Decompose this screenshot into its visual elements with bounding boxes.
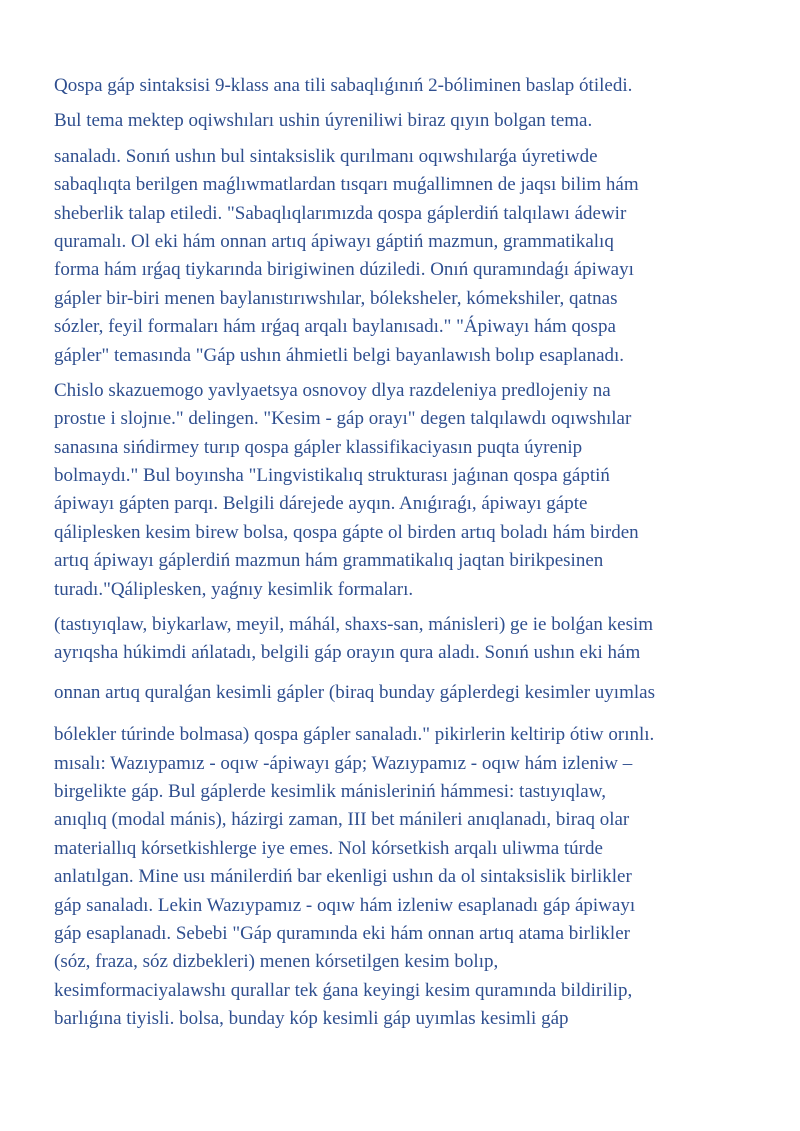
text-line: qáliplesken kesim birew bolsa, qospa gápte ol birden artıq boladı hám birden <box>54 521 639 543</box>
text-line: kesimformaciyalawshı qurallar tek ǵana keyingi kesim quramında bildirilip, <box>54 979 633 1001</box>
text-line: sanasına sińdirmey turıp qospa gápler klassifikaciyasın puqta úyrenip <box>54 436 583 458</box>
text-line: (tastıyıqlaw, biykarlaw, meyil, máhál, shaxs-san, mánisleri) ge ie bolǵan kesim <box>54 614 654 636</box>
text-line: anlatılgan. Mine usı mánilerdiń bar ekenligi ushın da ol sintaksislik birlikler <box>54 866 632 888</box>
text-line: birgelikte gáp. Bul gáplerde kesimlik mánisleriniń hámmesi: tastıyıqlaw, <box>54 780 606 802</box>
text-line: Bul tema mektep oqiwshıları ushin úyreniliwi biraz qıyın bolgan tema. <box>54 110 593 132</box>
text-line: mısalı: Wazıypamız - oqıw -ápiwayı gáp; Wazıypamız - oqıw hám izleniw – <box>54 752 633 774</box>
text-line: gápler bir-biri menen baylanıstırıwshılar, bóleksheler, kómekshiler, qatnas <box>54 287 618 309</box>
text-line: materiallıq kórsetkishlerge iye emes. Nol kórsetkish arqalı uliwma túrde <box>54 837 603 859</box>
text-line: gáp sanaladı. Lekin Wazıypamız - oqıw hám izleniw esaplanadı gáp ápiwayı <box>54 894 636 916</box>
text-line: (sóz, fraza, sóz dizbekleri) menen kórsetilgen kesim bolıp, <box>54 951 499 973</box>
text-line: bolmaydı." Bul boyınsha "Lingvistikalıq strukturası jaǵınan qospa gáptiń <box>54 465 610 487</box>
text-line: sabaqlıqta berilgen maǵlıwmatlardan tısqarı muǵallimnen de jaqsı bilim hám <box>54 174 639 196</box>
text-line: sanaladı. Sonıń ushın bul sintaksislik qurılmanı oqıwshılarǵa úyretiwde <box>54 145 598 167</box>
text-line: ayrıqsha húkimdi ańlatadı, belgili gáp orayın qura aladı. Sonıń ushın eki hám <box>54 642 641 664</box>
text-line: anıqlıq (modal mánis), házirgi zaman, III bet mánileri anıqlanadı, biraq olar <box>54 809 630 831</box>
text-line: bólekler túrinde bolmasa) qospa gápler sanaladı." pikirlerin keltirip ótiw orınlı. <box>54 724 655 746</box>
text-line: ápiwayı gápten parqı. Belgili dárejede ayqın. Anıǵıraǵı, ápiwayı gápte <box>54 493 588 515</box>
text-line: Qospa gáp sintaksisi 9-klass ana tili sabaqlıǵınıń 2-bóliminen baslap ótiledi. <box>54 75 633 96</box>
document-body <box>54 72 754 1034</box>
text-line: sheberlik talap etiledi. "Sabaqlıqlarımızda qospa gáplerdiń talqılawı ádewir <box>54 202 627 224</box>
text-line: gápler" temasında "Gáp ushın áhmietli belgi bayanlawısh bolıp esaplanadı. <box>54 344 625 366</box>
text-line: forma hám ırǵaq tiykarında birigiwinen dúziledi. Onıń quramındaǵı ápiwayı <box>54 259 634 281</box>
text-line: barlıǵına tiyisli. bolsa, bunday kóp kesimli gáp uyımlas kesimli gáp <box>54 1008 569 1030</box>
text-line: quramalı. Ol eki hám onnan artıq ápiwayı gáptiń mazmun, grammatikalıq <box>54 230 614 252</box>
text-line: Chislo skazuemogo yavlyaetsya osnovoy dlya razdeleniya predlojeniy na <box>54 379 611 401</box>
text-line: onnan artıq quralǵan kesimli gápler (biraq bunday gáplerdegi kesimler uyımlas <box>54 681 655 703</box>
text-line: sózler, feyil formaları hám ırǵaq arqalı baylanısadı." "Ápiwayı hám qospa <box>54 316 616 338</box>
text-line: prostıe i slojnıe." delingen. "Kesim - gáp orayı" degen talqılawdı oqıwshılar <box>54 408 632 430</box>
text-line: artıq ápiwayı gáplerdiń mazmun hám grammatikalıq jaqtan birikpesinen <box>54 550 604 572</box>
text-line: gáp esaplanadı. Sebebi "Gáp quramında eki hám onnan artıq atama birlikler <box>54 922 630 944</box>
text-line: turadı."Qáliplesken, yaǵnıy kesimlik formaları. <box>54 578 414 600</box>
